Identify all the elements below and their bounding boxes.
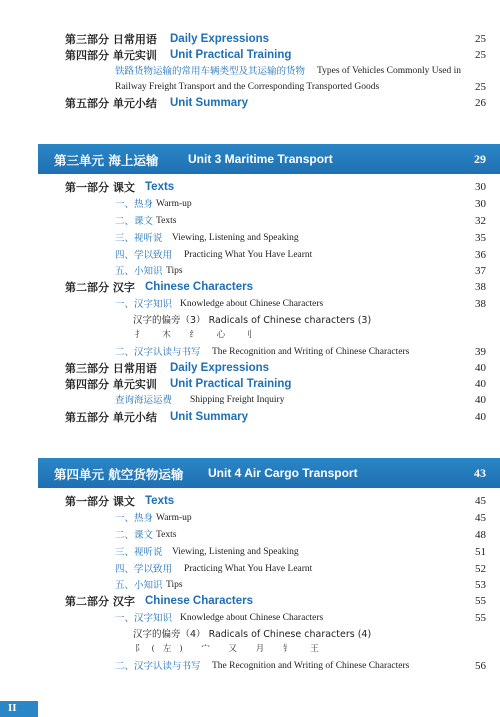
radicals-title: 汉字的偏旁（3） Radicals of Chinese characters (3) [133, 315, 372, 326]
item-title-en: Practicing What You Have Learnt [184, 250, 313, 260]
part-title-zh: 第一部分 课文 [65, 495, 135, 508]
toc-unit3-part2-characters[interactable] [0, 280, 500, 295]
radicals-glyphs: 阝(左) 宀 又 月 钅 王 [135, 644, 327, 654]
toc-unit4-texts[interactable] [0, 528, 500, 543]
item-title-zh: 五、小知识 [115, 266, 163, 277]
toc-unit3-radicals-title [0, 313, 500, 328]
unit-title-en: Unit 4 Air Cargo Transport [208, 466, 358, 480]
page-number: 25 [475, 81, 486, 93]
item-title-en: Knowledge about Chinese Characters [180, 299, 324, 309]
page-number: 55 [475, 595, 486, 607]
part-title-en: Texts [145, 181, 175, 193]
toc-unit4-radicals-title [0, 627, 500, 642]
item-title-en: The Recognition and Writing of Chinese Characters [212, 347, 410, 357]
part-title-zh: 第四部分 单元实训 [65, 378, 157, 391]
unit-title-en: Unit 3 Maritime Transport [188, 152, 333, 166]
part-title-zh: 第五部分 单元小结 [65, 411, 157, 424]
page-number: 30 [475, 198, 486, 210]
item-title-zh: 二、课文 [115, 216, 154, 227]
part-title-en: Unit Practical Training [170, 49, 292, 61]
toc-unit3-warmup[interactable] [0, 197, 500, 212]
item-title-en: Knowledge about Chinese Characters [180, 613, 324, 623]
item-title-zh: 铁路货物运输的常用车辆类型及其运输的货物 [115, 66, 306, 77]
item-title-zh: 四、学以致用 [115, 250, 173, 261]
page-number: 38 [475, 281, 486, 293]
item-title-zh: 三、视听说 [115, 547, 163, 558]
item-title-zh: 二、汉字认读与书写 [115, 347, 201, 358]
toc-unit4-viewing[interactable] [0, 545, 500, 560]
toc-unit3-part1-texts[interactable] [0, 180, 500, 195]
toc-unit3-part3-daily[interactable] [0, 361, 500, 376]
unit4-header-bar[interactable] [38, 458, 500, 488]
page-number: 37 [475, 265, 486, 277]
item-title-en: Viewing, Listening and Speaking [172, 547, 299, 557]
page-number: 40 [475, 378, 486, 390]
item-title-zh: 二、汉字认读与书写 [115, 661, 201, 672]
item-title-zh: 二、课文 [115, 530, 154, 541]
part-title-en: Daily Expressions [170, 33, 270, 45]
page-number: 55 [475, 612, 486, 624]
item-title-zh: 一、热身 [115, 513, 154, 524]
part-title-zh: 第二部分 汉字 [65, 281, 135, 294]
part-title-en: Unit Summary [170, 97, 248, 109]
part-title-en: Chinese Characters [145, 595, 254, 607]
page-number: 45 [475, 512, 486, 524]
item-title-zh: 五、小知识 [115, 580, 163, 591]
toc-item-vehicle-types-cont[interactable] [0, 80, 500, 95]
item-title-zh: 一、热身 [115, 199, 154, 210]
part-title-zh: 第三部分 日常用语 [65, 33, 157, 46]
page-number: 39 [475, 346, 486, 358]
toc-item-vehicle-types[interactable] [0, 64, 500, 79]
page-number: 45 [475, 495, 486, 507]
toc-unit4-practicing[interactable] [0, 562, 500, 577]
toc-unit4-part1-texts[interactable] [0, 494, 500, 509]
page-number: 25 [475, 49, 486, 61]
item-title-zh: 三、视听说 [115, 233, 163, 244]
page-number: 40 [475, 394, 486, 406]
unit-title-zh: 第三单元 海上运输 [54, 153, 159, 168]
item-title-en: Tips [166, 266, 183, 276]
item-title-en: Tips [166, 580, 183, 590]
item-title-en-cont: Railway Freight Transport and the Corresponding Transported Goods [115, 82, 380, 92]
item-title-en: Practicing What You Have Learnt [184, 564, 313, 574]
toc-part5-unit-summary[interactable] [0, 96, 500, 111]
radicals-title: 汉字的偏旁（4） Radicals of Chinese characters (4) [133, 629, 372, 640]
page-number: 30 [475, 181, 486, 193]
page-number: 52 [475, 563, 486, 575]
unit-page-number: 29 [474, 152, 486, 166]
item-title-zh: 查询海运运费 [115, 395, 173, 406]
page-number: 26 [475, 97, 486, 109]
toc-unit3-part5-summary[interactable] [0, 410, 500, 425]
item-title-en: Warm-up [156, 513, 192, 523]
page-number: 36 [475, 249, 486, 261]
item-title-en: Shipping Freight Inquiry [190, 395, 285, 405]
part-title-zh: 第一部分 课文 [65, 181, 135, 194]
unit-page-number: 43 [474, 466, 486, 480]
item-title-en: Warm-up [156, 199, 192, 209]
folio-number: II [8, 702, 17, 714]
part-title-en: Unit Summary [170, 411, 248, 423]
part-title-zh: 第四部分 单元实训 [65, 49, 157, 62]
toc-part3-daily-expressions[interactable] [0, 32, 500, 47]
page-number: 51 [475, 546, 486, 558]
toc-part4-practical-training[interactable] [0, 48, 500, 63]
toc-unit4-warmup[interactable] [0, 511, 500, 526]
page-number: 35 [475, 232, 486, 244]
item-title-en: Viewing, Listening and Speaking [172, 233, 299, 243]
part-title-zh: 第二部分 汉字 [65, 595, 135, 608]
toc-unit3-viewing[interactable] [0, 231, 500, 246]
toc-unit3-radicals-list [0, 328, 500, 343]
part-title-en: Texts [145, 495, 175, 507]
toc-unit3-recognition[interactable] [0, 345, 500, 360]
toc-unit4-part2-characters[interactable] [0, 594, 500, 609]
part-title-zh: 第三部分 日常用语 [65, 362, 157, 375]
item-title-zh: 四、学以致用 [115, 564, 173, 575]
toc-unit3-knowledge[interactable] [0, 297, 500, 312]
item-title-en: Texts [156, 216, 177, 226]
toc-unit4-knowledge[interactable] [0, 611, 500, 626]
toc-unit3-part4-training[interactable] [0, 377, 500, 392]
toc-unit4-recognition[interactable] [0, 659, 500, 674]
toc-unit4-tips[interactable] [0, 578, 500, 593]
unit-title-zh: 第四单元 航空货物运输 [54, 467, 184, 482]
toc-unit3-tips[interactable] [0, 264, 500, 279]
toc-unit3-freight-inquiry[interactable] [0, 393, 500, 408]
page-number: 56 [475, 660, 486, 672]
part-title-zh: 第五部分 单元小结 [65, 97, 157, 110]
toc-unit3-practicing[interactable] [0, 248, 500, 263]
page-number: 48 [475, 529, 486, 541]
item-title-zh: 一、汉字知识 [115, 299, 173, 310]
item-title-en: The Recognition and Writing of Chinese Characters [212, 661, 410, 671]
page-number: 40 [475, 411, 486, 423]
toc-unit3-texts[interactable] [0, 214, 500, 229]
part-title-en: Daily Expressions [170, 362, 270, 374]
unit3-header-bar[interactable] [38, 144, 500, 174]
item-title-zh: 一、汉字知识 [115, 613, 173, 624]
part-title-en: Unit Practical Training [170, 378, 292, 390]
page-number: 38 [475, 298, 486, 310]
page-number: 25 [475, 33, 486, 45]
page-folio [0, 701, 38, 717]
item-title-en: Types of Vehicles Commonly Used in [317, 66, 462, 76]
radicals-glyphs: 扌 木 纟 心 刂 [135, 330, 261, 340]
part-title-en: Chinese Characters [145, 281, 254, 293]
page-number: 40 [475, 362, 486, 374]
item-title-en: Texts [156, 530, 177, 540]
page-number: 53 [475, 579, 486, 591]
toc-unit4-radicals-list [0, 642, 500, 657]
page-number: 32 [475, 215, 486, 227]
